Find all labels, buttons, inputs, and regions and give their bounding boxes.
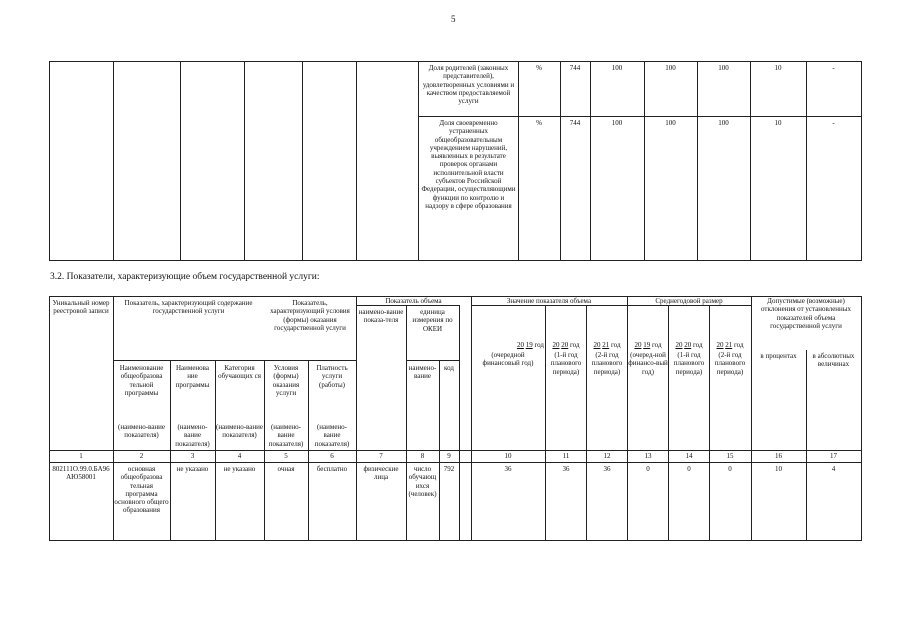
placeholder-4: (наимено-вание показателя) [268, 423, 304, 448]
col-num: 12 [603, 452, 611, 460]
hdr-unique-number: Уникальный номер реестровой записи [52, 299, 110, 316]
col-num: 6 [330, 452, 334, 460]
col-num: 17 [830, 452, 837, 460]
sub-program-name: Наименова ние программы [175, 364, 210, 389]
col-num: 8 [420, 452, 425, 460]
hdr-content-indicator: Показатель, характеризующий содержание государственной услуги [124, 299, 253, 316]
vol-y2-year: 20 20 год [552, 341, 580, 349]
top-row2-unit: % [536, 119, 542, 127]
row-dev-abs: 4 [831, 465, 836, 473]
row-v2: 36 [562, 465, 570, 473]
hdr-pct: в процентах [760, 352, 797, 360]
top-row2-dev: 10 [774, 119, 782, 127]
row-program: основная общеобразова тельная программа основного общего образования [114, 465, 169, 515]
sub-program: Наименование общеобразова тельной программы [119, 364, 164, 397]
price-y1-year: 20 19 год [634, 341, 662, 349]
vol-y3-year: 20 21 год [593, 341, 621, 349]
row-payment: бесплатно [316, 465, 348, 473]
price-y3-desc: (2-й год планового периода) [714, 351, 746, 376]
row-indicator: физические лица [363, 465, 399, 482]
top-row1-code: 744 [569, 64, 581, 72]
hdr-abs-values: в абсолютных величинах [812, 352, 855, 369]
col-num: 10 [504, 452, 512, 460]
price-y2-desc: (1-й год планового периода) [673, 351, 705, 376]
vol-y3-desc: (2-й год планового периода) [591, 351, 623, 376]
top-row2-v3: 100 [718, 119, 729, 127]
page-number: 5 [451, 14, 456, 24]
vol-y1-year: 20 19 год [516, 341, 544, 349]
row-p2: 0 [687, 465, 691, 473]
row-v1: 36 [504, 465, 512, 473]
col-num: 13 [644, 452, 652, 460]
col-num: 11 [562, 452, 570, 460]
top-row1-v1: 100 [611, 64, 623, 72]
top-row1-dev: 10 [774, 64, 782, 72]
top-row1-abs: - [832, 64, 835, 72]
col-num: 4 [237, 452, 242, 460]
price-y2-year: 20 20 год [675, 341, 703, 349]
placeholder-3: (наимено-вание показателя) [216, 423, 263, 440]
top-row1-v2: 100 [665, 64, 676, 72]
top-row2-code: 744 [569, 119, 581, 127]
row-form: очная [277, 465, 295, 473]
top-row1-name: Доля родителей (законных представителей), удовлетворенных условиями и качеством предоставляемой услуги [422, 64, 515, 106]
section-heading: 3.2. Показатели, характеризующие объем государственной услуги: [50, 272, 320, 282]
placeholder-2: (наимено-вание показателя) [175, 423, 210, 448]
row-id: 802111О.99.0.БА96АЮ58001 [52, 465, 110, 482]
hdr-unit-code: код [444, 364, 454, 372]
hdr-unit-okei: единица измерения по ОКЕИ [412, 308, 453, 333]
row-dev-pct: 10 [775, 465, 782, 473]
hdr-allowed-deviations: Допустимые (возможные) отклонения от установленных показателей объема государственной услуги [760, 297, 851, 330]
placeholder-1: (наимено-вание показателя) [118, 423, 165, 440]
placeholder-5: (наимено-вание показателя) [314, 423, 350, 448]
sub-payment: Платность услуги (работы) [316, 364, 348, 389]
col-num: 7 [379, 452, 383, 460]
sub-category: Категория обучающих ся [218, 364, 261, 381]
row-v3: 36 [603, 465, 611, 473]
col-num: 15 [726, 452, 734, 460]
row-program-name: не указано [176, 465, 209, 473]
hdr-volume-indicator: Показатель объема [385, 297, 442, 305]
hdr-avg-price: Среднегодовой размер [655, 297, 723, 305]
col-num: 9 [447, 452, 451, 460]
price-y3-year: 20 21 год [716, 341, 744, 349]
col-num: 5 [284, 452, 288, 460]
top-row2-v2: 100 [665, 119, 676, 127]
col-num: 3 [190, 452, 195, 460]
hdr-conditions-indicator: Показатель, характеризующий условия (формы) оказания государственной услуги [270, 299, 350, 332]
row-p3: 0 [728, 465, 732, 473]
vol-y2-desc: (1-й год планового периода) [550, 351, 582, 376]
hdr-unit-name: наимено-вание [408, 364, 437, 381]
top-row2-v1: 100 [611, 119, 623, 127]
price-y1-desc: (очеред-ной финансо-вый год) [628, 351, 668, 376]
hdr-volume-value: Значение показателя объема [506, 297, 592, 305]
top-row1-v3: 100 [718, 64, 729, 72]
row-p1: 0 [646, 465, 650, 473]
top-row1-unit: % [536, 64, 542, 72]
row-code: 792 [443, 465, 455, 473]
col-num: 1 [79, 452, 83, 460]
hdr-indicator-name: наимено-вание показа-теля [358, 308, 404, 325]
sub-conditions: Условия (формы) оказания услуги [272, 364, 300, 397]
col-num: 16 [775, 452, 782, 460]
vol-y1-desc: (очередной финансовый год) [482, 351, 534, 368]
row-category: не указано [223, 465, 256, 473]
top-row2-name: Доля своевременно устраненных общеобразовательным учреждением нарушений, выявленных в результате проверок органами исполнительной власти субъектов Российской Федерации, осуществляющими функции по контролю и надзору в сфере образования [421, 119, 516, 210]
top-row2-abs: - [832, 119, 835, 127]
col-num: 2 [139, 452, 144, 460]
col-num: 14 [685, 452, 693, 460]
row-unit: число обучающ ихся (человек) [408, 465, 437, 498]
